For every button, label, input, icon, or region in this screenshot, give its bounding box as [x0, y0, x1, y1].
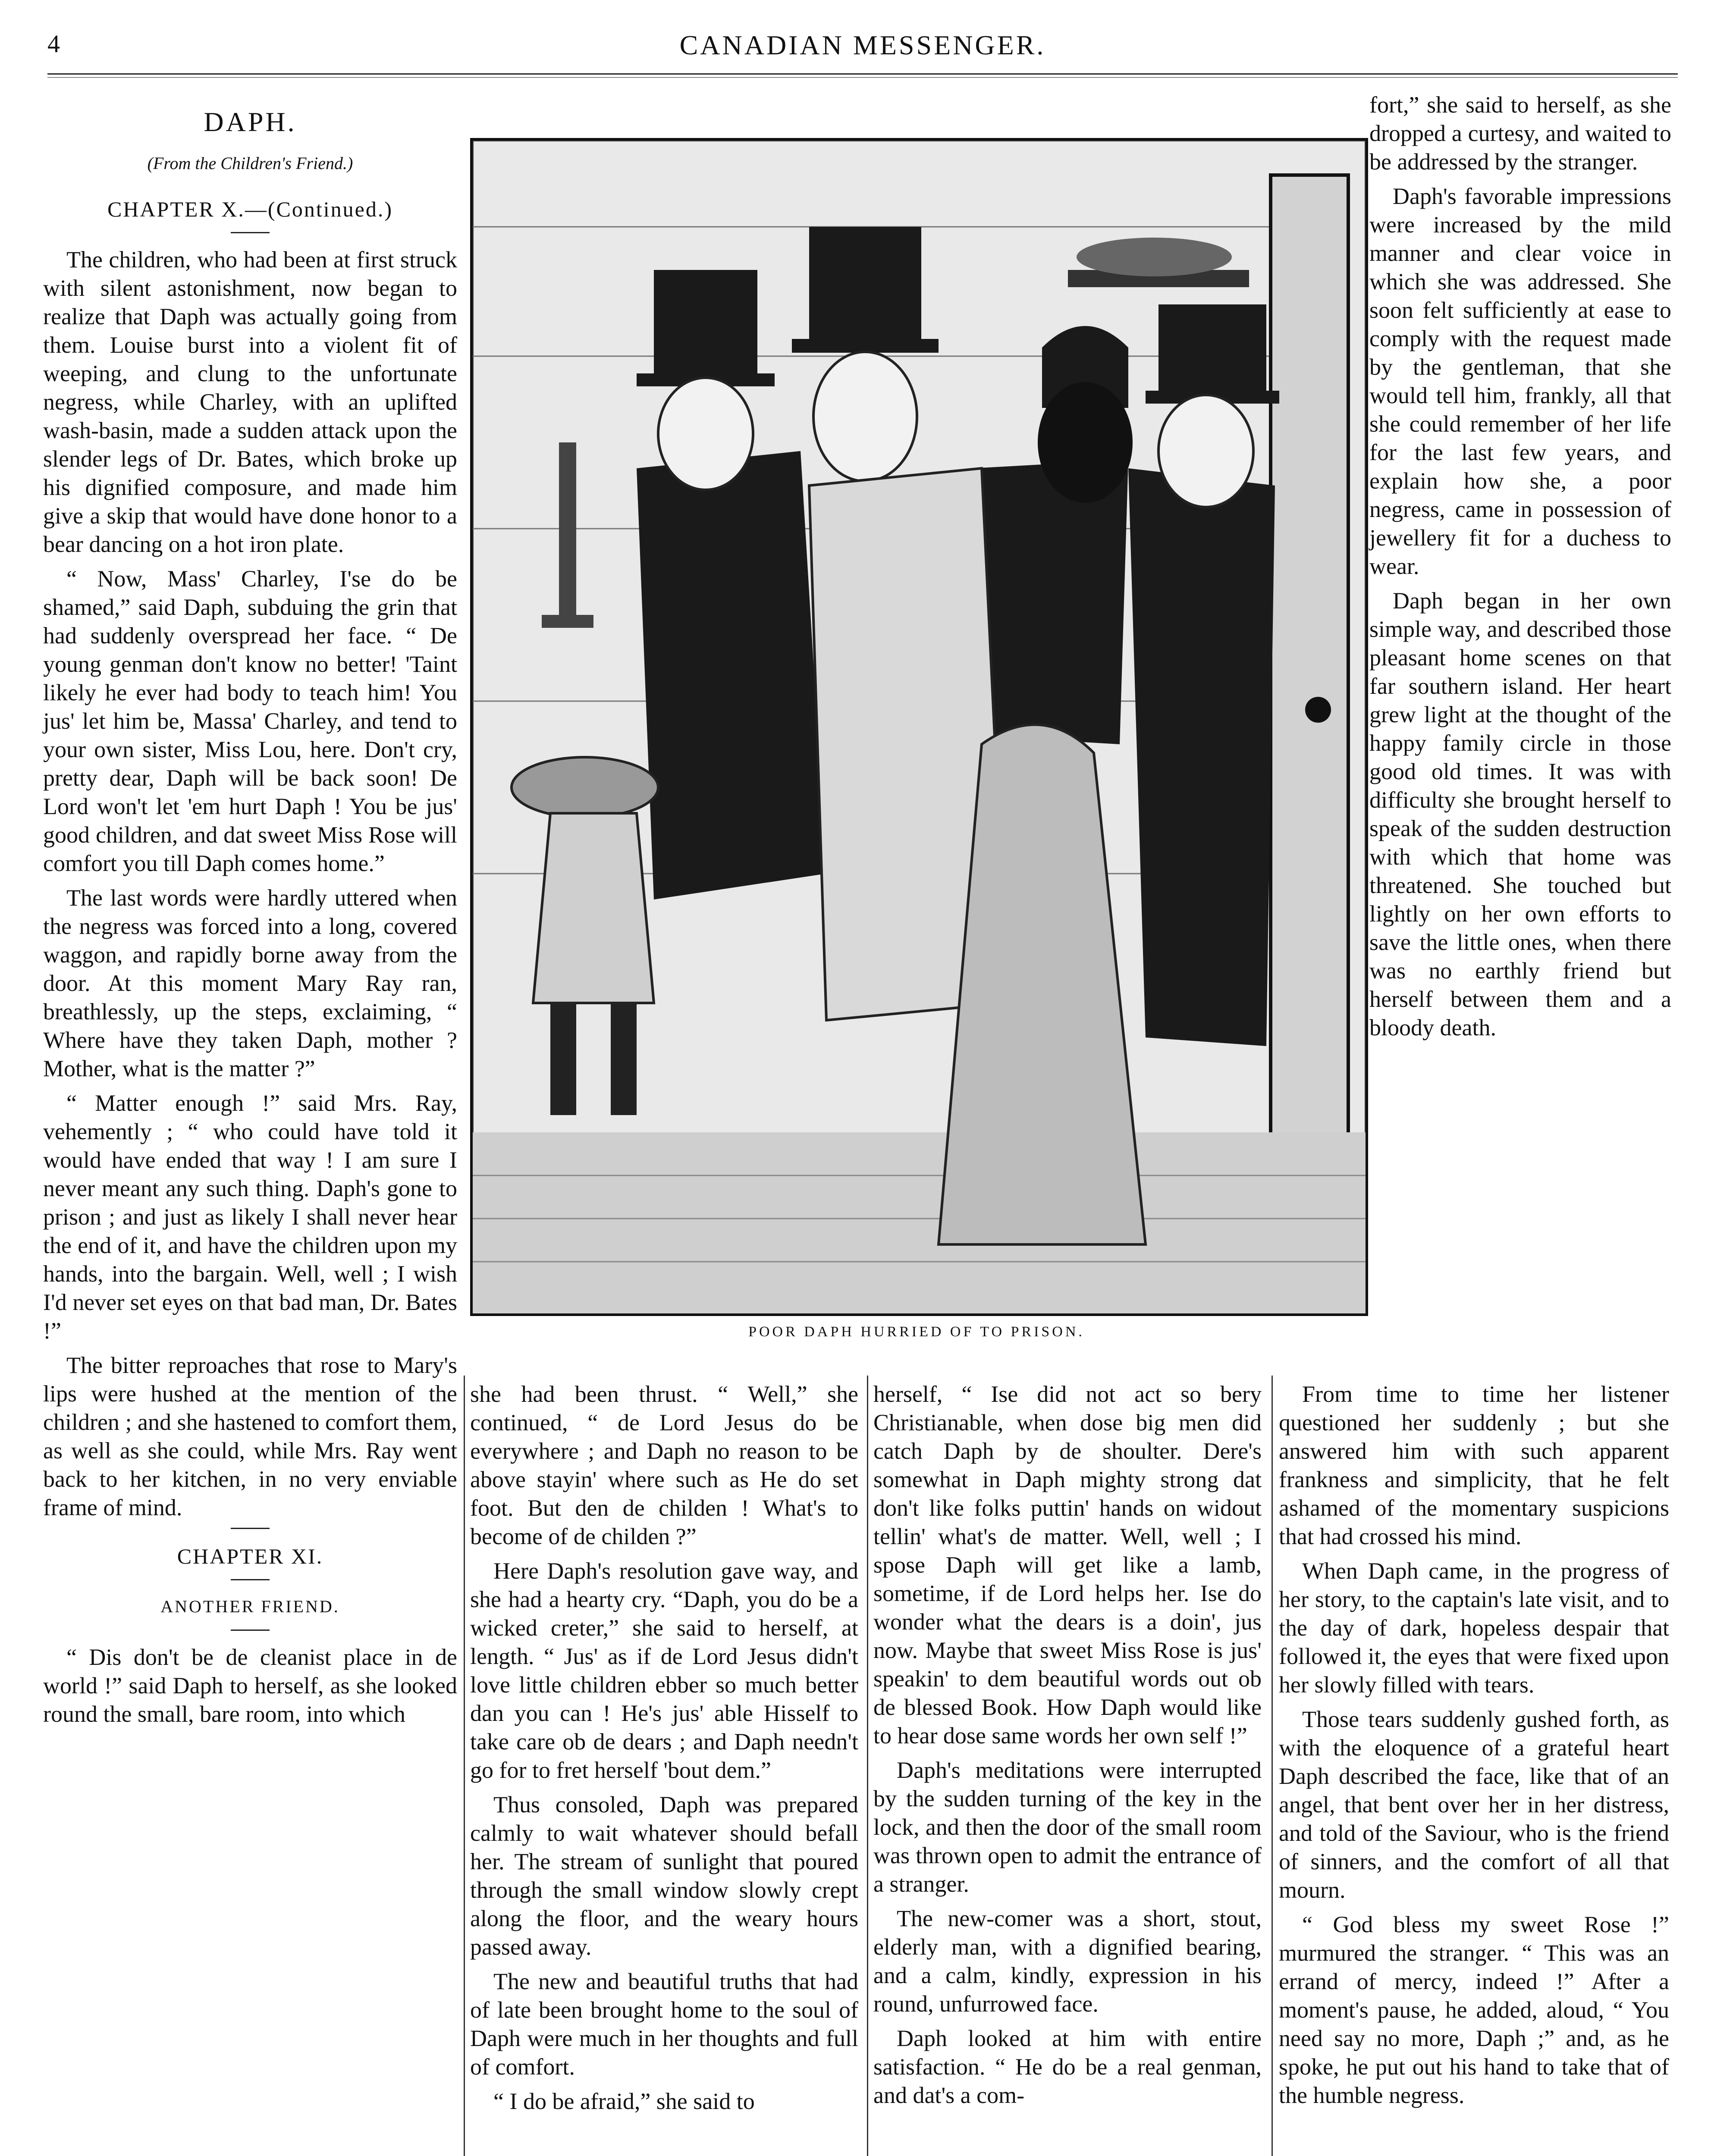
- paragraph: Thus consoled, Daph was prepared calmly to wait whatever should befall her. The stream of sunlight that poured through the small window slowly crept along the floor, and the weary hours passed away.: [470, 1792, 858, 1960]
- page-number: 4: [47, 30, 60, 58]
- chapter-x-heading: CHAPTER X.—(Continued.): [107, 197, 393, 221]
- divider: [231, 232, 270, 233]
- page-header: [47, 25, 1678, 72]
- header-rule: [47, 73, 1678, 78]
- paragraph: The bitter reproaches that rose to Mary's lips were hushed at the mention of the children ; and she hastened to comfort them, as well as she could, while Mrs. Ray went back to her kitchen, in no very enviable frame of mind.: [43, 1352, 457, 1520]
- paragraph: “ I do be afraid,” she said to: [493, 2088, 755, 2114]
- column-4: [1279, 1380, 1669, 2115]
- paragraph: “ Now, Mass' Charley, I'se do be shamed,” said Daph, subduing the grin that had suddenly overspread her face. “ De young genman don't know no better! 'Taint likely he ever had body to teach him! You jus' let him be, Massa' Charley, and tend to your own sister, Miss Lou, here. Don't cry, pretty dear, Daph will be back soon! De Lord won't let 'em hurt Daph ! You be jus' good children, and dat sweet Miss Rose will comfort you till Daph comes home.”: [43, 566, 457, 876]
- paragraph: Daph looked at him with entire satisfaction. “ He do be a real genman, and dat's a com-: [873, 2025, 1262, 2108]
- paragraph: Here Daph's resolution gave way, and she had a hearty cry. “Daph, you do be a wicked creter,” she said to herself, at length. “ Jus' as if de Lord Jesus didn't love little children ebber so much better dan you can ! He's jus' able Hisself to take care ob de dears ; and Daph needn't go for to fret herself 'bout dem.”: [470, 1558, 858, 1783]
- paragraph: When Daph came, in the progress of her story, to the captain's late visit, and to the day of dark, hopeless despair that followed it, the eyes that were fixed upon her slowly filled with tears.: [1279, 1558, 1669, 1698]
- chapter-xi-heading: CHAPTER XI.: [177, 1544, 323, 1568]
- column-3: [873, 1380, 1262, 2115]
- paragraph: herself, “ Ise did not act so bery Christianable, when dose big men did catch Daph by de shoulter. Dere's somewhat in Daph mighty strong dat don't like folks puttin' hands on widout tellin' what's de matter. Well, well ; I spose Daph will get like a lamb, sometime, if de Lord helps her. Ise do wonder what the dears is a doin', jus now. Maybe that sweet Miss Rose is jus' speakin' to dem beautiful words out ob de blessed Book. How Daph would like to hear dose same words her own self !”: [873, 1381, 1262, 1749]
- paragraph: The new and beautiful truths that had of late been brought home to the soul of Daph were much in her thoughts and full of comfort.: [470, 1968, 858, 2080]
- story-title: DAPH.: [204, 107, 297, 137]
- column-rule: [867, 1376, 868, 2156]
- masthead: CANADIAN MESSENGER.: [679, 30, 1046, 60]
- divider: [231, 1630, 270, 1631]
- paragraph: “ Matter enough !” said Mrs. Ray, vehemently ; “ who could have told it would have ended that way ! I am sure I never meant any such thing. Daph's gone to prison ; and just as likely I shall never hear the end of it, and have the children upon my hands, into the bargain. Well, well ; I wish I'd never set eyes on that bad man, Dr. Bates !”: [43, 1090, 457, 1344]
- story-source: (From the Children's Friend.): [147, 154, 353, 173]
- divider: [231, 1579, 270, 1580]
- paragraph: Daph's meditations were interrupted by the sudden turning of the key in the lock, and then the door of the small room was thrown open to admit the entrance of a stranger.: [873, 1757, 1262, 1897]
- column-1: [43, 91, 457, 1734]
- divider: [231, 1528, 270, 1529]
- paragraph: Daph's favorable impressions were increased by the mild manner and clear voice in which she was addressed. She soon felt sufficiently at ease to comply with the request made by the gentleman, that she would tell him, frankly, all that she could remember of her life for the last few years, and explain how she, a poor negress, came in possession of jewellery fit for a duchess to wear.: [1369, 183, 1671, 579]
- paragraph: “ Dis don't be de cleanist place in de world !” said Daph to herself, as she looked round the small, bare room, into which: [43, 1644, 457, 1727]
- column-right-upper: [1369, 91, 1671, 1048]
- column-rule: [1271, 1376, 1273, 2156]
- paragraph: fort,” she said to herself, as she dropped a curtesy, and waited to be addressed by the stranger.: [1369, 92, 1671, 175]
- engraving-illustration: [470, 138, 1368, 1316]
- paragraph: The new-comer was a short, stout, elderly man, with a dignified bearing, and a calm, kindly, expression in his round, unfurrowed face.: [873, 1905, 1262, 2017]
- chapter-xi-subtitle: ANOTHER FRIEND.: [160, 1597, 340, 1616]
- paragraph: she had been thrust. “ Well,” she continued, “ de Lord Jesus do be everywhere ; and Daph no reason to be above stayin' where such as He do set foot. But den de childen ! What's to become of de childen ?”: [470, 1381, 858, 1549]
- paragraph: “ God bless my sweet Rose !” murmured the stranger. “ This was an errand of mercy, indeed !” After a moment's pause, he added, aloud, “ You need say no more, Daph ;” and, as he spoke, he put out his hand to take that of the humble negress.: [1279, 1912, 1669, 2108]
- paragraph: The last words were hardly uttered when the negress was forced into a long, covered waggon, and rapidly borne away from the door. At this moment Mary Ray ran, breathlessly, up the steps, exclaiming, “ Where have they taken Daph, mother ? Mother, what is the matter ?”: [43, 885, 457, 1081]
- paragraph: From time to time her listener questioned her suddenly ; but she answered him with such apparent frankness and simplicity, that he felt ashamed of the momentary suspicions that had crossed his mind.: [1279, 1381, 1669, 1549]
- paragraph: Daph began in her own simple way, and described those pleasant home scenes on that far southern island. Her heart grew light at the thought of the happy family circle in those good old times. It was with difficulty she brought herself to speak of the sudden destruction with which that home was threatened. She touched but lightly on her own efforts to save the little ones, when there was no earthly friend but herself between them and a bloody death.: [1369, 588, 1671, 1040]
- column-2: [470, 1380, 858, 2122]
- illustration-caption: POOR DAPH HURRIED OF TO PRISON.: [748, 1324, 1085, 1340]
- paragraph: The children, who had been at first struck with silent astonishment, now began to realize that Daph was actually going from them. Louise burst into a violent fit of weeping, and clung to the unfortunate negress, while Charley, with an uplifted wash-basin, made a sudden attack upon the slender legs of Dr. Bates, which broke up his dignified composure, and made him give a skip that would have done honor to a bear dancing on a hot iron plate.: [43, 247, 457, 557]
- engraving-image: [473, 141, 1366, 1313]
- column-rule: [464, 1376, 465, 2156]
- paragraph: Those tears suddenly gushed forth, as with the eloquence of a grateful heart Daph described the face, like that of an angel, that bent over her in her distress, and told of the Saviour, who is the friend of sinners, and the comfort of all that mourn.: [1279, 1706, 1669, 1903]
